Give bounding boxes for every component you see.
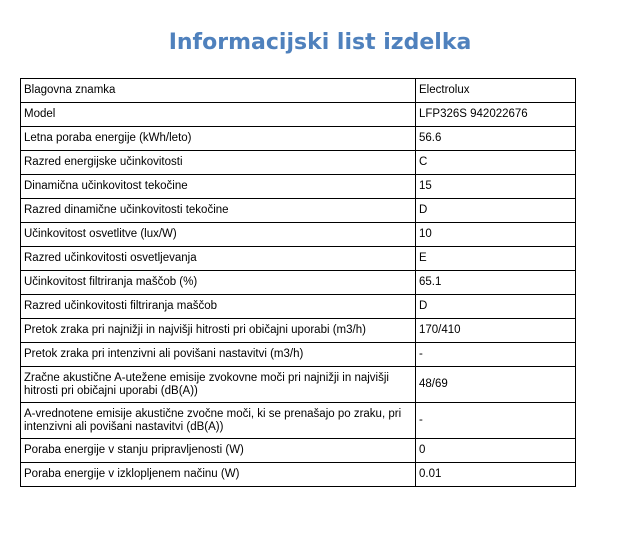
row-value: D — [416, 295, 576, 319]
row-label: Poraba energije v izklopljenem načinu (W) — [21, 463, 416, 487]
row-label: Zračne akustične A-utežene emisije zvokovne moči pri najnižji in najvišji hitrosti pri običajni uporabi (dB(A)) — [21, 367, 416, 403]
row-value: 0 — [416, 439, 576, 463]
table-row — [21, 295, 576, 319]
row-label: Blagovna znamka — [21, 79, 416, 103]
table-row — [21, 439, 576, 463]
row-label: Učinkovitost osvetlitve (lux/W) — [21, 223, 416, 247]
row-label: A-vrednotene emisije akustične zvočne moči, ki se prenašajo po zraku, pri intenzivni ali povišani nastavitvi (dB(A)) — [21, 403, 416, 439]
product-info-table — [20, 78, 576, 487]
row-label: Poraba energije v stanju pripravljenosti (W) — [21, 439, 416, 463]
table-row — [21, 103, 576, 127]
row-value: 56.6 — [416, 127, 576, 151]
table-row — [21, 271, 576, 295]
table-row — [21, 127, 576, 151]
row-value: D — [416, 199, 576, 223]
table-row — [21, 223, 576, 247]
row-label: Razred učinkovitosti osvetljevanja — [21, 247, 416, 271]
row-value: - — [416, 403, 576, 439]
page-title: Informacijski list izdelka — [168, 30, 472, 55]
row-value: 48/69 — [416, 367, 576, 403]
row-value: E — [416, 247, 576, 271]
row-label: Razred učinkovitosti filtriranja maščob — [21, 295, 416, 319]
row-value: 0.01 — [416, 463, 576, 487]
table-row — [21, 463, 576, 487]
row-label: Razred dinamične učinkovitosti tekočine — [21, 199, 416, 223]
row-value: 15 — [416, 175, 576, 199]
table-row — [21, 79, 576, 103]
table-row — [21, 151, 576, 175]
row-value: C — [416, 151, 576, 175]
table-row — [21, 175, 576, 199]
row-label: Model — [21, 103, 416, 127]
table-row — [21, 343, 576, 367]
table-row — [21, 367, 576, 403]
table-row — [21, 319, 576, 343]
row-value: - — [416, 343, 576, 367]
row-label: Dinamična učinkovitost tekočine — [21, 175, 416, 199]
row-value: LFP326S 942022676 — [416, 103, 576, 127]
row-label: Pretok zraka pri intenzivni ali povišani nastavitvi (m3/h) — [21, 343, 416, 367]
row-value: 65.1 — [416, 271, 576, 295]
table-row — [21, 247, 576, 271]
row-label: Razred energijske učinkovitosti — [21, 151, 416, 175]
row-value: 10 — [416, 223, 576, 247]
table-row — [21, 199, 576, 223]
row-value: Electrolux — [416, 79, 576, 103]
row-label: Učinkovitost filtriranja maščob (%) — [21, 271, 416, 295]
row-label: Pretok zraka pri najnižji in najvišji hitrosti pri običajni uporabi (m3/h) — [21, 319, 416, 343]
row-label: Letna poraba energije (kWh/leto) — [21, 127, 416, 151]
row-value: 170/410 — [416, 319, 576, 343]
table-row — [21, 403, 576, 439]
